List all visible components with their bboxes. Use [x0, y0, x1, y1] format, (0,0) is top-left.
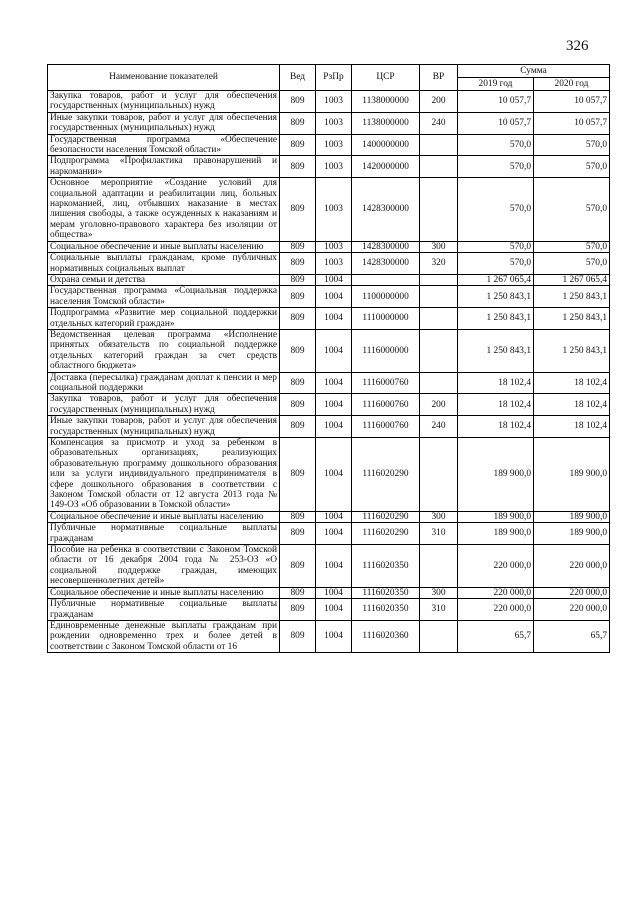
row-csr: 1110000000	[352, 308, 420, 330]
row-ved: 809	[280, 112, 316, 134]
table-row	[48, 329, 610, 372]
row-rzpr: 1003	[316, 178, 352, 241]
row-vr: 300	[420, 587, 458, 598]
row-csr: 1116020350	[352, 599, 420, 621]
row-sum-2020: 18 102,4	[534, 416, 610, 438]
table-row	[48, 372, 610, 394]
row-name: Подпрограмма «Профилактика правонарушений и наркомании»	[48, 156, 280, 178]
row-name: Иные закупки товаров, работ и услуг для обеспечения государственных (муниципальных) нужд	[48, 416, 280, 438]
row-rzpr: 1003	[316, 156, 352, 178]
row-name: Социальное обеспечение и иные выплаты населению	[48, 587, 280, 598]
row-sum-2019: 18 102,4	[458, 416, 534, 438]
row-sum-2020: 570,0	[534, 134, 610, 156]
row-vr	[420, 274, 458, 285]
row-ved: 809	[280, 372, 316, 394]
row-sum-2019: 570,0	[458, 253, 534, 275]
row-csr: 1116020290	[352, 511, 420, 522]
row-sum-2020: 189 900,0	[534, 523, 610, 545]
table-row	[48, 416, 610, 438]
row-sum-2019: 1 250 843,1	[458, 286, 534, 308]
row-rzpr: 1004	[316, 523, 352, 545]
row-rzpr: 1004	[316, 511, 352, 522]
row-sum-2020: 1 267 065,4	[534, 274, 610, 285]
row-sum-2020: 65,7	[534, 620, 610, 652]
row-ved: 809	[280, 511, 316, 522]
header-csr: ЦСР	[352, 65, 420, 91]
row-vr	[420, 372, 458, 394]
row-vr: 200	[420, 91, 458, 113]
row-ved: 809	[280, 253, 316, 275]
row-sum-2020: 1 250 843,1	[534, 308, 610, 330]
row-sum-2019: 10 057,7	[458, 112, 534, 134]
row-name: Основное мероприятие «Создание условий для социальной адаптации и реабилитации лиц, больных наркоманией, лиц, отбывших наказание в местах лишения свободы, а также осужденных к наказаниям и мерам уголовно-правового характера без изоляции от общества»	[48, 178, 280, 241]
row-sum-2019: 65,7	[458, 620, 534, 652]
row-vr: 310	[420, 599, 458, 621]
row-ved: 809	[280, 545, 316, 588]
table-row	[48, 253, 610, 275]
table-row	[48, 91, 610, 113]
row-sum-2020: 1 250 843,1	[534, 286, 610, 308]
row-rzpr: 1004	[316, 545, 352, 588]
row-vr: 240	[420, 416, 458, 438]
row-csr: 1428300000	[352, 241, 420, 252]
row-name: Социальное обеспечение и иные выплаты населению	[48, 241, 280, 252]
row-vr	[420, 329, 458, 372]
row-name: Закупка товаров, работ и услуг для обеспечения государственных (муниципальных) нужд	[48, 394, 280, 416]
row-ved: 809	[280, 91, 316, 113]
row-csr: 1116000000	[352, 329, 420, 372]
row-rzpr: 1003	[316, 253, 352, 275]
row-csr: 1100000000	[352, 286, 420, 308]
table-row	[48, 178, 610, 241]
row-rzpr: 1003	[316, 241, 352, 252]
row-name: Охрана семьи и детства	[48, 274, 280, 285]
row-sum-2019: 220 000,0	[458, 599, 534, 621]
table-row	[48, 545, 610, 588]
row-csr: 1138000000	[352, 91, 420, 113]
row-vr	[420, 620, 458, 652]
row-sum-2019: 1 250 843,1	[458, 308, 534, 330]
row-ved: 809	[280, 156, 316, 178]
row-sum-2020: 220 000,0	[534, 545, 610, 588]
row-sum-2020: 189 900,0	[534, 438, 610, 512]
row-sum-2019: 189 900,0	[458, 523, 534, 545]
row-name: Закупка товаров, работ и услуг для обеспечения государственных (муниципальных) нужд	[48, 91, 280, 113]
row-ved: 809	[280, 587, 316, 598]
row-name: Доставка (пересылка) гражданам доплат к пенсии и мер социальной поддержки	[48, 372, 280, 394]
row-sum-2020: 570,0	[534, 253, 610, 275]
header-year-2019: 2019 год	[458, 78, 534, 91]
row-name: Социальные выплаты гражданам, кроме публичных нормативных социальных выплат	[48, 253, 280, 275]
row-ved: 809	[280, 241, 316, 252]
table-row	[48, 599, 610, 621]
table-row	[48, 308, 610, 330]
row-csr: 1116020350	[352, 587, 420, 598]
table-row	[48, 156, 610, 178]
row-ved: 809	[280, 394, 316, 416]
row-name: Государственная программа «Обеспечение безопасности населения Томской области»	[48, 134, 280, 156]
row-ved: 809	[280, 134, 316, 156]
table-row	[48, 438, 610, 512]
row-sum-2019: 18 102,4	[458, 394, 534, 416]
table-row	[48, 286, 610, 308]
table-row	[48, 620, 610, 652]
row-csr: 1116000760	[352, 394, 420, 416]
row-name: Компенсация за присмотр и уход за ребенком в образовательных организациях, реализующих образовательную программу дошкольного образования или за услуги индивидуального предпринимателя в сфере дошкольного образования в соответствии с Законом Томской области от 12 августа 2013 года № 149-ОЗ «Об образовании в Томской области»	[48, 438, 280, 512]
page-number: 326	[566, 38, 589, 54]
table-row	[48, 511, 610, 522]
row-ved: 809	[280, 329, 316, 372]
row-sum-2020: 189 900,0	[534, 511, 610, 522]
row-rzpr: 1003	[316, 134, 352, 156]
row-csr: 1116020350	[352, 545, 420, 588]
row-name: Социальное обеспечение и иные выплаты населению	[48, 511, 280, 522]
header-rzpr: РзПр	[316, 65, 352, 91]
table-row	[48, 112, 610, 134]
table-row	[48, 587, 610, 598]
row-vr	[420, 308, 458, 330]
row-sum-2020: 570,0	[534, 156, 610, 178]
row-vr	[420, 438, 458, 512]
row-rzpr: 1004	[316, 286, 352, 308]
row-sum-2020: 18 102,4	[534, 394, 610, 416]
row-rzpr: 1003	[316, 112, 352, 134]
row-name: Единовременные денежные выплаты гражданам при рождении одновременно трех и более детей в соответствии с Законом Томской области от 16	[48, 620, 280, 652]
row-vr: 240	[420, 112, 458, 134]
row-sum-2020: 220 000,0	[534, 599, 610, 621]
row-csr: 1116020290	[352, 438, 420, 512]
row-csr: 1116000760	[352, 416, 420, 438]
row-ved: 809	[280, 178, 316, 241]
row-ved: 809	[280, 274, 316, 285]
row-rzpr: 1004	[316, 438, 352, 512]
budget-table	[47, 64, 610, 653]
table-row	[48, 241, 610, 252]
header-year-2020: 2020 год	[534, 78, 610, 91]
row-sum-2019: 570,0	[458, 156, 534, 178]
row-sum-2019: 570,0	[458, 241, 534, 252]
row-sum-2020: 570,0	[534, 241, 610, 252]
row-csr	[352, 274, 420, 285]
row-sum-2020: 18 102,4	[534, 372, 610, 394]
row-csr: 1116000760	[352, 372, 420, 394]
row-name: Публичные нормативные социальные выплаты гражданам	[48, 599, 280, 621]
row-vr: 300	[420, 241, 458, 252]
table-header	[48, 65, 610, 91]
row-rzpr: 1004	[316, 329, 352, 372]
row-sum-2019: 570,0	[458, 178, 534, 241]
row-sum-2019: 18 102,4	[458, 372, 534, 394]
row-rzpr: 1004	[316, 394, 352, 416]
row-sum-2020: 220 000,0	[534, 587, 610, 598]
row-sum-2019: 220 000,0	[458, 587, 534, 598]
row-sum-2019: 10 057,7	[458, 91, 534, 113]
row-name: Подпрограмма «Развитие мер социальной поддержки отдельных категорий граждан»	[48, 308, 280, 330]
row-vr	[420, 134, 458, 156]
row-sum-2019: 189 900,0	[458, 438, 534, 512]
row-sum-2019: 1 267 065,4	[458, 274, 534, 285]
row-csr: 1400000000	[352, 134, 420, 156]
header-sum: Сумма	[458, 65, 610, 78]
row-ved: 809	[280, 416, 316, 438]
header-ved: Вед	[280, 65, 316, 91]
row-rzpr: 1004	[316, 587, 352, 598]
row-rzpr: 1003	[316, 91, 352, 113]
row-csr: 1116020360	[352, 620, 420, 652]
table-body	[48, 91, 610, 653]
row-name: Иные закупки товаров, работ и услуг для обеспечения государственных (муниципальных) нужд	[48, 112, 280, 134]
table-row	[48, 274, 610, 285]
row-sum-2020: 10 057,7	[534, 91, 610, 113]
row-csr: 1428300000	[352, 178, 420, 241]
row-csr: 1420000000	[352, 156, 420, 178]
row-name: Ведомственная целевая программа «Исполнение принятых обязательств по социальной поддержке отдельных категорий граждан за счет средств областного бюджета»	[48, 329, 280, 372]
row-ved: 809	[280, 620, 316, 652]
row-ved: 809	[280, 523, 316, 545]
row-sum-2019: 220 000,0	[458, 545, 534, 588]
row-vr: 200	[420, 394, 458, 416]
row-vr	[420, 156, 458, 178]
row-rzpr: 1004	[316, 416, 352, 438]
row-name: Пособие на ребенка в соответствии с Законом Томской области от 16 декабря 2004 года № 253-ОЗ «О социальной поддержке граждан, имеющих несовершеннолетних детей»	[48, 545, 280, 588]
row-ved: 809	[280, 286, 316, 308]
row-sum-2019: 189 900,0	[458, 511, 534, 522]
row-vr	[420, 286, 458, 308]
row-csr: 1428300000	[352, 253, 420, 275]
row-rzpr: 1004	[316, 599, 352, 621]
row-csr: 1138000000	[352, 112, 420, 134]
row-ved: 809	[280, 438, 316, 512]
row-sum-2019: 1 250 843,1	[458, 329, 534, 372]
row-ved: 809	[280, 308, 316, 330]
row-name: Публичные нормативные социальные выплаты гражданам	[48, 523, 280, 545]
table-row	[48, 134, 610, 156]
row-rzpr: 1004	[316, 620, 352, 652]
row-sum-2019: 570,0	[458, 134, 534, 156]
row-vr	[420, 178, 458, 241]
table-row	[48, 394, 610, 416]
row-sum-2020: 10 057,7	[534, 112, 610, 134]
row-vr	[420, 545, 458, 588]
header-vr: ВР	[420, 65, 458, 91]
row-name: Государственная программа «Социальная поддержка населения Томской области»	[48, 286, 280, 308]
row-vr: 320	[420, 253, 458, 275]
row-vr: 300	[420, 511, 458, 522]
row-rzpr: 1004	[316, 372, 352, 394]
row-sum-2020: 1 250 843,1	[534, 329, 610, 372]
row-ved: 809	[280, 599, 316, 621]
row-sum-2020: 570,0	[534, 178, 610, 241]
row-rzpr: 1004	[316, 274, 352, 285]
table-row	[48, 523, 610, 545]
row-csr: 1116020290	[352, 523, 420, 545]
header-name: Наименование показателей	[48, 65, 280, 91]
row-rzpr: 1004	[316, 308, 352, 330]
row-vr: 310	[420, 523, 458, 545]
